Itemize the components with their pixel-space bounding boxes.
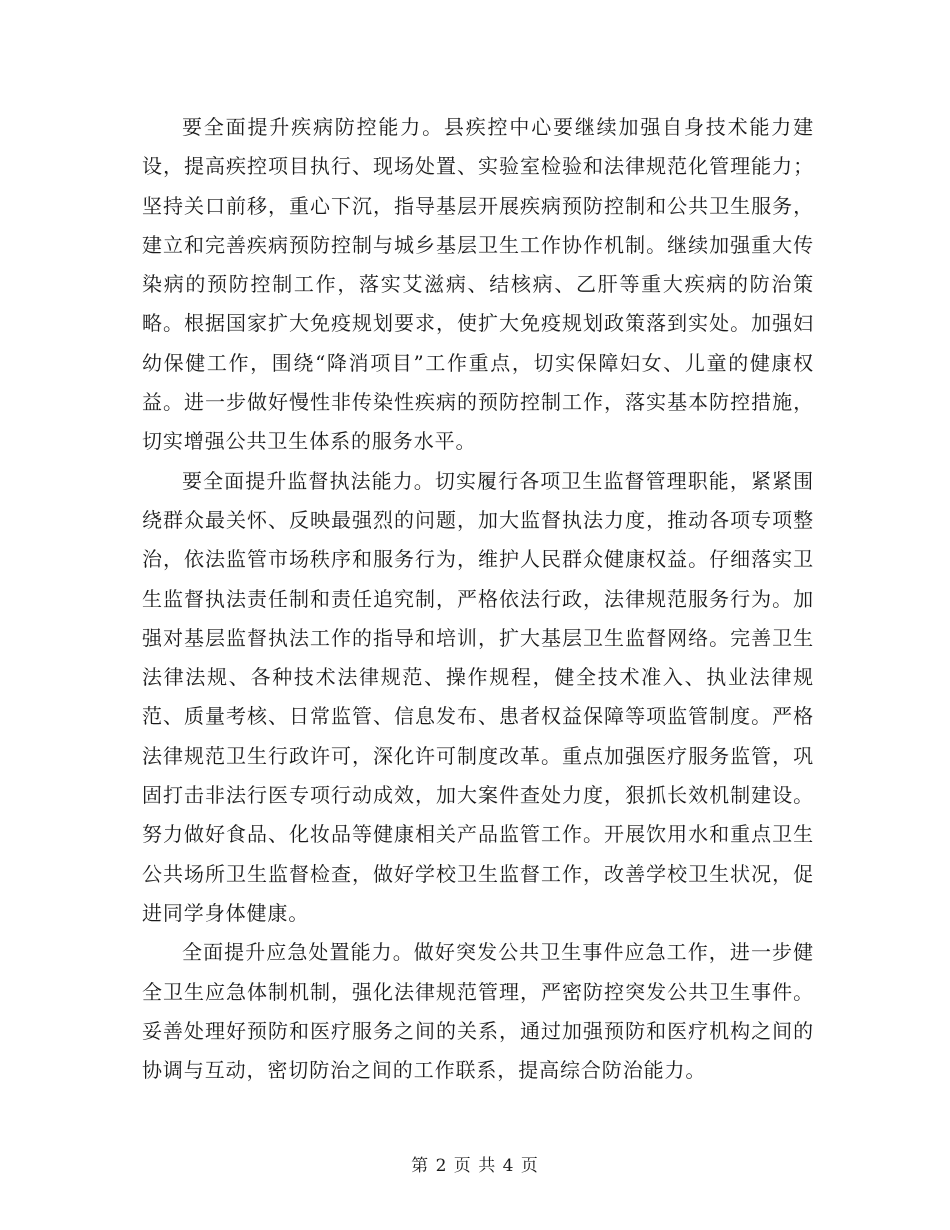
page-number-footer: 第 2 页 共 4 页 bbox=[411, 1156, 539, 1176]
paragraph-emergency-response: 全面提升应急处置能力。做好突发公共卫生事件应急工作，进一步健全卫生应急体制机制，强化法律规范管理，严密防控突发公共卫生事件。妥善处理好预防和医疗服务之间的关系，通过加强预防和医疗机构之间的协调与互动，密切防治之间的工作联系，提高综合防治能力。 bbox=[142, 940, 814, 1083]
document-body bbox=[142, 108, 814, 1090]
paragraph-disease-control: 要全面提升疾病防控能力。县疾控中心要继续加强自身技术能力建设，提高疾控项目执行、现场处置、实验室检验和法律规范化管理能力；坚持关口前移，重心下沉，指导基层开展疾病预防控制和公共卫生服务，建立和完善疾病预防控制与城乡基层卫生工作协作机制。继续加强重大传染病的预防控制工作，落实艾滋病、结核病、乙肝等重大疾病的防治策略。根据国家扩大免疫规划要求，使扩大免疫规划政策落到实处。加强妇幼保健工作，围绕“降消项目”工作重点，切实保障妇女、儿童的健康权益。进一步做好慢性非传染性疾病的预防控制工作，落实基本防控措施，切实增强公共卫生体系的服务水平。 bbox=[142, 115, 814, 454]
paragraph-supervision-enforcement: 要全面提升监督执法能力。切实履行各项卫生监督管理职能，紧紧围绕群众最关怀、反映最强烈的问题，加大监督执法力度，推动各项专项整治，依法监管市场秩序和服务行为，维护人民群众健康权益。仔细落实卫生监督执法责任制和责任追究制，严格依法行政，法律规范服务行为。加强对基层监督执法工作的指导和培训，扩大基层卫生监督网络。完善卫生法律法规、各种技术法律规范、操作规程，健全技术准入、执业法律规范、质量考核、日常监管、信息发布、患者权益保障等项监管制度。严格法律规范卫生行政许可，深化许可制度改革。重点加强医疗服务监管，巩固打击非法行医专项行动成效，加大案件查处力度，狠抓长效机制建设。努力做好食品、化妆品等健康相关产品监管工作。开展饮用水和重点卫生公共场所卫生监督检查，做好学校卫生监督工作，改善学校卫生状况，促进同学身体健康。 bbox=[142, 468, 814, 925]
